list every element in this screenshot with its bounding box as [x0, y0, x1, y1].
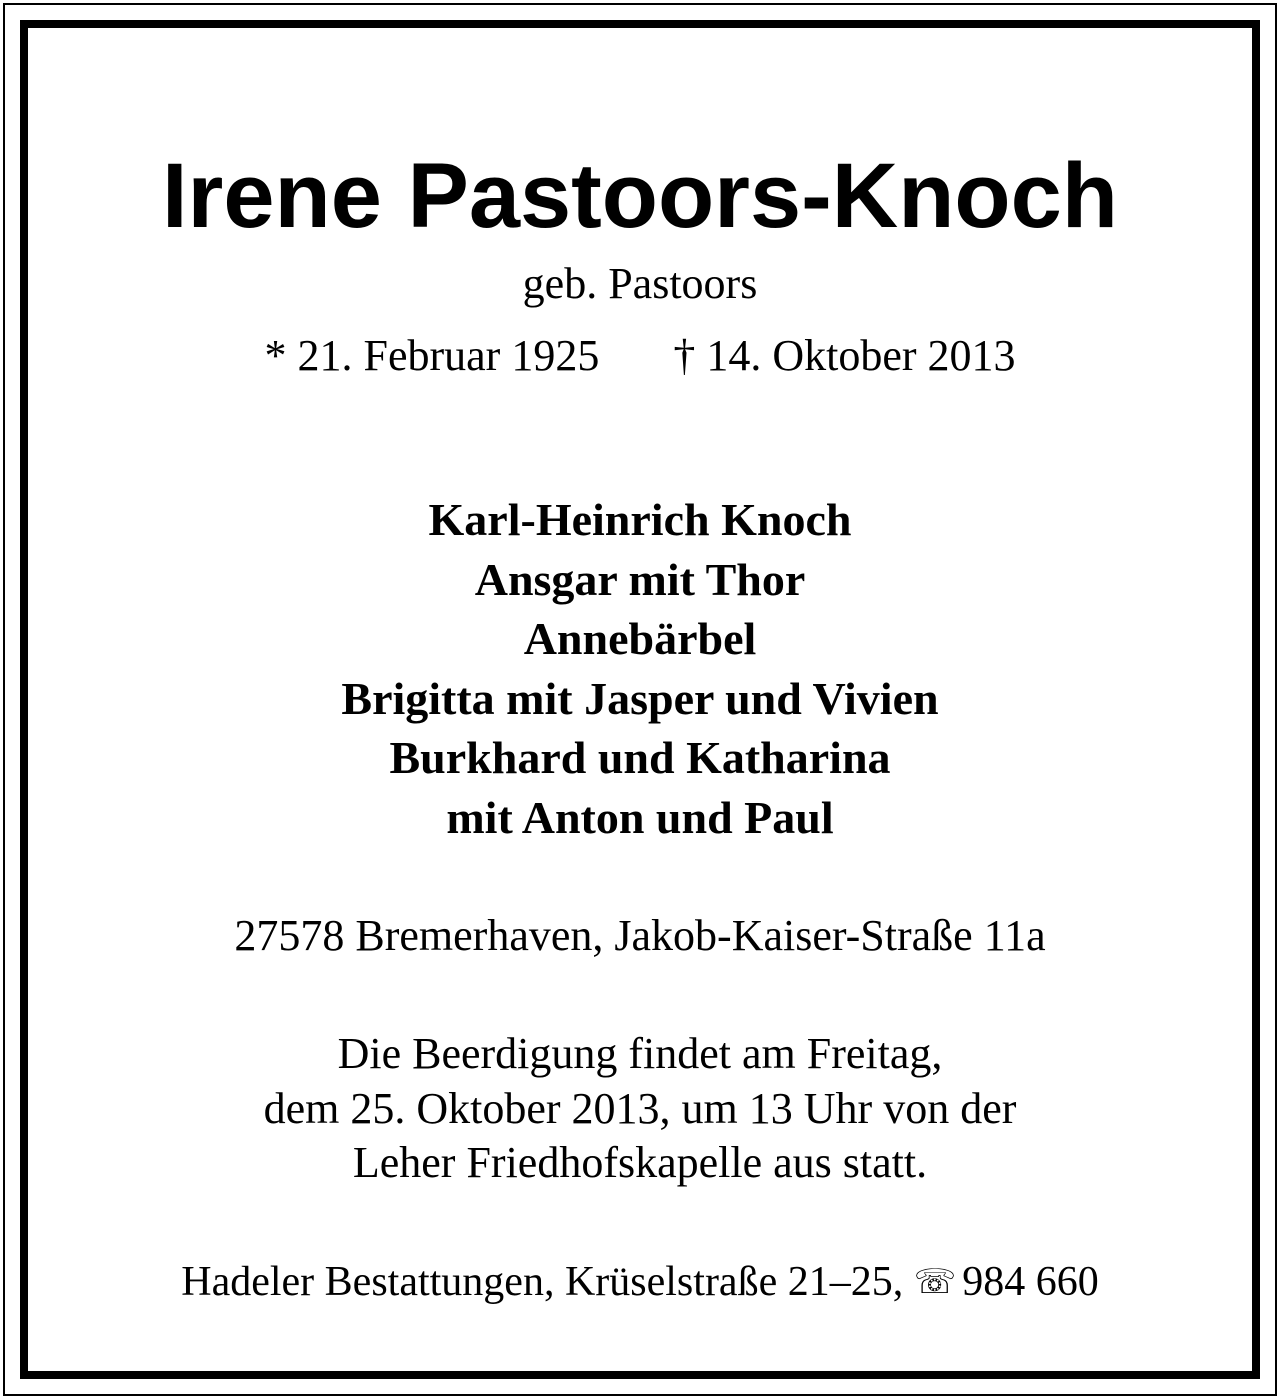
mourner-line: Karl-Heinrich Knoch: [428, 494, 852, 545]
undertaker-phone: 984 660: [962, 1259, 1099, 1305]
birth-date: * 21. Februar 1925: [264, 331, 600, 380]
life-dates: [0, 330, 1280, 382]
mourner-line: Burkhard und Katharina: [389, 732, 891, 783]
funeral-line: dem 25. Oktober 2013, um 13 Uhr von der: [263, 1083, 1017, 1133]
funeral-line: Leher Friedhofskapelle aus statt.: [352, 1138, 928, 1187]
telephone-icon: ☏: [913, 1264, 957, 1301]
mourners-list: [0, 490, 1280, 847]
mourner-line: Ansgar mit Thor: [474, 553, 806, 605]
mourner-line: mit Anton und Paul: [446, 791, 834, 843]
funeral-info: [0, 1027, 1280, 1191]
death-date: † 14. Oktober 2013: [673, 331, 1016, 380]
mourner-line: Annebärbel: [523, 613, 757, 664]
maiden-name: geb. Pastoors: [522, 259, 758, 308]
mourner-line: Brigitta mit Jasper und Vivien: [341, 672, 939, 724]
undertaker-text: Hadeler Bestattungen, Krüselstraße 21–25,: [181, 1259, 904, 1305]
funeral-line: Die Beerdigung findet am Freitag,: [337, 1029, 943, 1078]
deceased-name: Irene Pastoors-Knoch: [162, 145, 1118, 247]
undertaker-info: [0, 1256, 1280, 1309]
family-address: 27578 Bremerhaven, Jakob-Kaiser-Straße 11a: [234, 911, 1046, 960]
